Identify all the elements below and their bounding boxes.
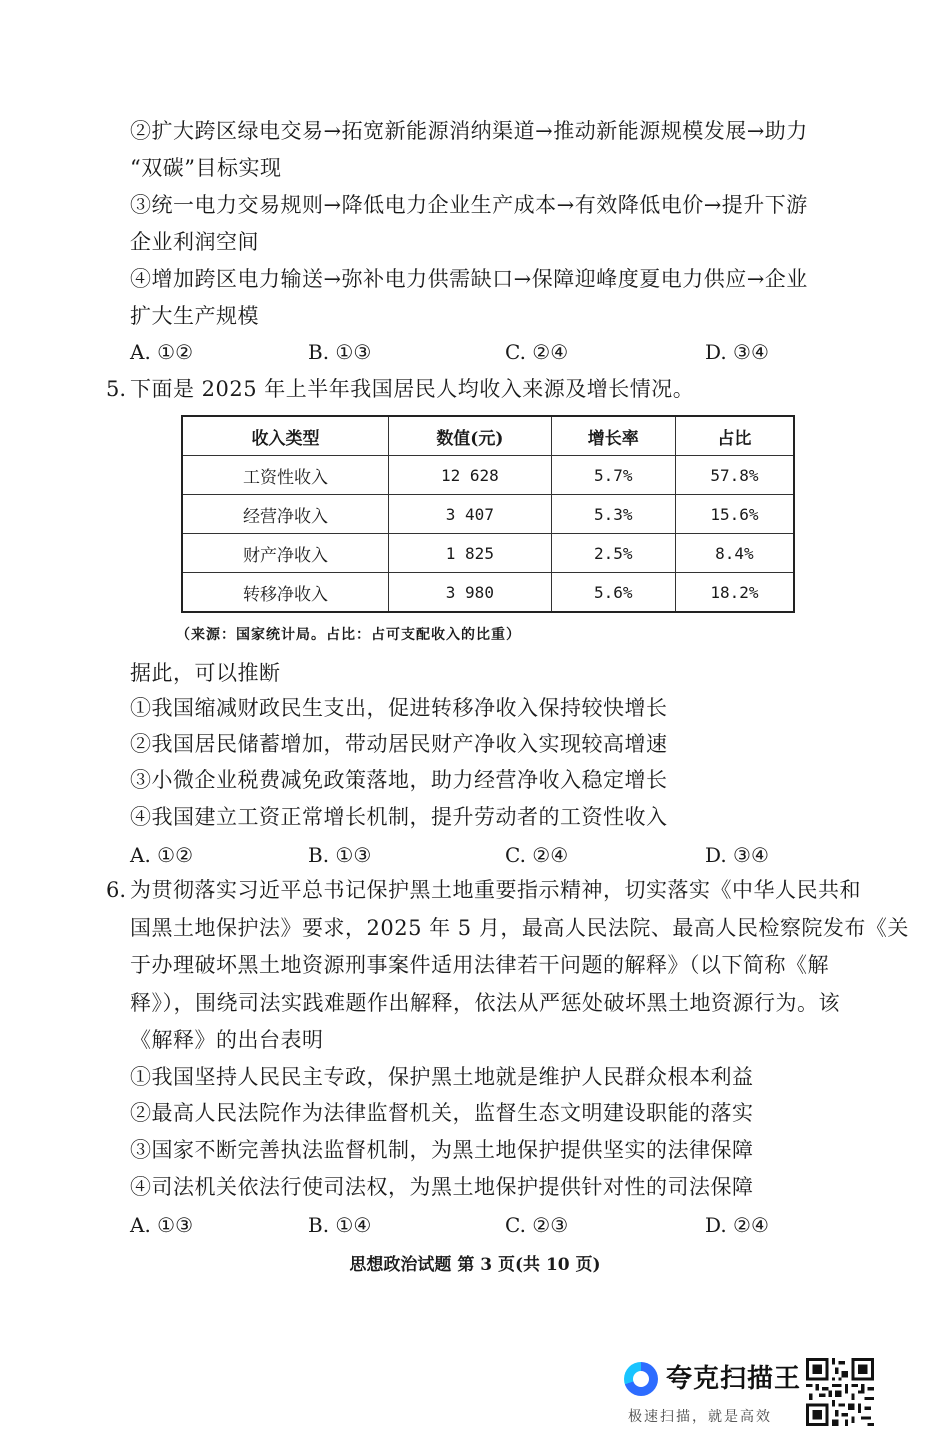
header-income-type: 收入类型 — [182, 416, 389, 456]
q5-stem: 下面是 2025 年上半年我国居民人均收入来源及增长情况。 — [130, 377, 695, 401]
q5-option-a[interactable]: A. ①② — [130, 843, 194, 867]
q6-stem-line-1: 为贯彻落实习近平总书记保护黑土地重要指示精神，切实落实《中华人民共和 — [130, 878, 861, 902]
cell-type: 财产净收入 — [182, 534, 389, 573]
table-row — [182, 573, 794, 613]
income-table — [181, 415, 795, 613]
cell-share: 15.6% — [675, 495, 794, 534]
cell-share: 8.4% — [675, 534, 794, 573]
q6-item-3: ③国家不断完善执法监督机制，为黑土地保护提供坚实的法律保障 — [130, 1138, 754, 1162]
scanner-watermark — [624, 1360, 804, 1430]
q6-number: 6. — [106, 878, 127, 902]
q4-options — [130, 337, 850, 367]
cell-type: 经营净收入 — [182, 495, 389, 534]
scanner-brand-name: 夸克扫描王 — [666, 1364, 802, 1394]
q4-item-3-line-1: ③统一电力交易规则→降低电力企业生产成本→有效降低电价→提升下游 — [130, 193, 808, 217]
q6-stem-line-5: 《解释》的出台表明 — [130, 1028, 324, 1052]
q5-item-2: ②我国居民储蓄增加，带动居民财产净收入实现较高增速 — [130, 732, 668, 756]
q6-item-2: ②最高人民法院作为法律监督机关，监督生态文明建设职能的落实 — [130, 1101, 754, 1125]
cell-value: 3 407 — [389, 495, 552, 534]
q4-option-d[interactable]: D. ③④ — [705, 340, 769, 364]
q5-item-3: ③小微企业税费减免政策落地，助力经营净收入稳定增长 — [130, 768, 668, 792]
q4-option-c[interactable]: C. ②④ — [505, 340, 569, 364]
cell-share: 18.2% — [675, 573, 794, 613]
q5-option-d[interactable]: D. ③④ — [705, 843, 769, 867]
q5-options — [130, 840, 850, 870]
q6-stem-line-4: 释》），围绕司法实践难题作出解释，依法从严惩处破坏黑土地资源行为。该 — [130, 991, 840, 1015]
q6-option-a[interactable]: A. ①③ — [130, 1213, 194, 1237]
q5-prompt: 据此，可以推断 — [130, 661, 281, 685]
q5-option-b[interactable]: B. ①③ — [308, 843, 372, 867]
q5-item-4: ④我国建立工资正常增长机制，提升劳动者的工资性收入 — [130, 805, 668, 829]
cell-type: 转移净收入 — [182, 573, 389, 613]
q4-option-b[interactable]: B. ①③ — [308, 340, 372, 364]
table-row — [182, 534, 794, 573]
scanner-slogan: 极速扫描，就是高效 — [628, 1409, 772, 1425]
q5-number: 5. — [106, 377, 127, 401]
cell-value: 1 825 — [389, 534, 552, 573]
q5-option-c[interactable]: C. ②④ — [505, 843, 569, 867]
header-share: 占比 — [675, 416, 794, 456]
cell-growth: 5.6% — [551, 573, 675, 613]
header-growth-rate: 增长率 — [551, 416, 675, 456]
page-footer: 思想政治试题 第 3 页(共 10 页) — [349, 1255, 601, 1275]
q4-item-2-line-1: ②扩大跨区绿电交易→拓宽新能源消纳渠道→推动新能源规模发展→助力 — [130, 119, 808, 143]
scanner-logo-icon — [624, 1362, 658, 1396]
cell-growth: 5.3% — [551, 495, 675, 534]
q4-item-4-line-2: 扩大生产规模 — [130, 304, 259, 328]
table-row — [182, 495, 794, 534]
q6-stem-line-2: 国黑土地保护法》要求，2025 年 5 月，最高人民法院、最高人民检察院发布《关 — [130, 916, 909, 940]
header-value: 数值(元) — [389, 416, 552, 456]
cell-growth: 5.7% — [551, 456, 675, 495]
cell-growth: 2.5% — [551, 534, 675, 573]
q6-option-b[interactable]: B. ①④ — [308, 1213, 372, 1237]
table-row — [182, 456, 794, 495]
cell-share: 57.8% — [675, 456, 794, 495]
income-table-header-row — [182, 416, 794, 456]
cell-value: 12 628 — [389, 456, 552, 495]
q4-option-a[interactable]: A. ①② — [130, 340, 194, 364]
q4-item-2-line-2: “双碳”目标实现 — [130, 156, 282, 180]
q6-item-4: ④司法机关依法行使司法权，为黑土地保护提供针对性的司法保障 — [130, 1175, 754, 1199]
q6-item-1: ①我国坚持人民民主专政，保护黑土地就是维护人民群众根本利益 — [130, 1065, 754, 1089]
qr-code-icon[interactable] — [806, 1358, 874, 1426]
q4-item-4-line-1: ④增加跨区电力输送→弥补电力供需缺口→保障迎峰度夏电力供应→企业 — [130, 267, 808, 291]
q4-item-3-line-2: 企业利润空间 — [130, 230, 259, 254]
q6-option-d[interactable]: D. ②④ — [705, 1213, 769, 1237]
q6-stem-line-3: 于办理破坏黑土地资源刑事案件适用法律若干问题的解释》（以下简称《解 — [130, 953, 829, 977]
q6-option-c[interactable]: C. ②③ — [505, 1213, 569, 1237]
cell-value: 3 980 — [389, 573, 552, 613]
table-source-note: （来源：国家统计局。占比：占可支配收入的比重） — [176, 627, 521, 643]
cell-type: 工资性收入 — [182, 456, 389, 495]
q6-options — [130, 1210, 850, 1240]
q5-item-1: ①我国缩减财政民生支出，促进转移净收入保持较快增长 — [130, 696, 668, 720]
